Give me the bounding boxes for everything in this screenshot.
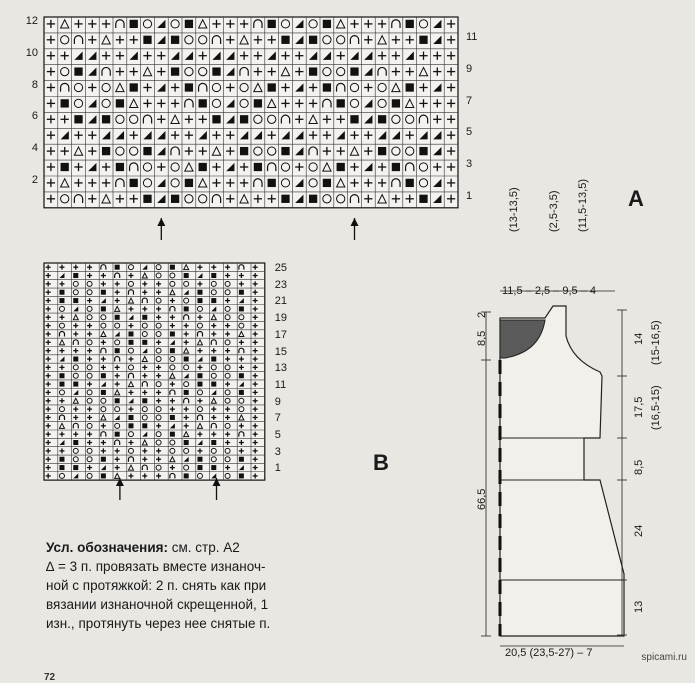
schematic-right-24: 24 — [633, 524, 645, 537]
row-number: 7 — [274, 412, 281, 425]
cell-purl-symbol — [197, 373, 202, 378]
row-number: 1 — [466, 189, 473, 202]
cell-purl-symbol — [142, 423, 147, 428]
cell-purl-symbol — [199, 163, 207, 171]
cell-purl-symbol — [378, 147, 386, 155]
cell-purl-symbol — [240, 147, 248, 155]
site-watermark: spicami.ru — [641, 652, 687, 663]
cell-purl-symbol — [268, 83, 276, 91]
cell-purl-symbol — [115, 265, 120, 270]
row-number: 10 — [25, 46, 38, 59]
cell-purl-symbol — [171, 67, 179, 75]
cell-purl-symbol — [102, 147, 110, 155]
cell-purl-symbol — [392, 163, 400, 171]
cell-purl-symbol — [309, 195, 317, 203]
cell-purl-symbol — [419, 147, 427, 155]
legend-title: Усл. обозначения: — [46, 540, 168, 555]
cell-purl-symbol — [197, 290, 202, 295]
cell-purl-symbol — [184, 357, 189, 362]
cell-purl-symbol — [419, 195, 427, 203]
schematic-right-175b: (16,5-15) — [650, 385, 662, 430]
cell-purl-symbol — [184, 440, 189, 445]
cell-purl-symbol — [115, 315, 120, 320]
cell-purl-symbol — [73, 298, 78, 303]
cell-purl-symbol — [185, 83, 193, 91]
row-number: 2 — [31, 174, 38, 186]
cell-purl-symbol — [143, 147, 151, 155]
cell-purl-symbol — [170, 432, 175, 437]
cell-purl-symbol — [185, 179, 193, 187]
cell-purl-symbol — [101, 373, 106, 378]
cell-purl-symbol — [392, 99, 400, 107]
schematic-right-175: 17,5 — [633, 396, 645, 418]
cell-purl-symbol — [116, 99, 124, 107]
row-number: 4 — [31, 142, 38, 155]
row-number: 3 — [274, 445, 281, 458]
legend-line-2: ной с протяжкой: 2 п. снять как при — [46, 578, 267, 593]
cell-purl-symbol — [101, 473, 106, 478]
row-number: 13 — [274, 362, 288, 375]
cell-purl-symbol — [239, 390, 244, 395]
cell-purl-symbol — [211, 382, 216, 387]
row-number: 5 — [274, 429, 281, 441]
cell-purl-symbol — [101, 390, 106, 395]
schematic-left-total: 66,5 — [476, 488, 488, 510]
cell-purl-symbol — [268, 20, 276, 28]
cell-purl-symbol — [184, 473, 189, 478]
cell-purl-symbol — [59, 382, 64, 387]
cell-purl-symbol — [143, 36, 151, 44]
cell-purl-symbol — [350, 115, 358, 123]
cell-purl-symbol — [61, 99, 69, 107]
cell-purl-symbol — [254, 99, 262, 107]
cell-purl-symbol — [59, 298, 64, 303]
cell-purl-symbol — [128, 423, 133, 428]
cell-purl-symbol — [211, 465, 216, 470]
cell-purl-symbol — [239, 306, 244, 311]
cell-purl-symbol — [142, 398, 147, 403]
row-number: 12 — [25, 15, 38, 27]
cell-purl-symbol — [101, 457, 106, 462]
cell-purl-symbol — [171, 195, 179, 203]
cell-purl-symbol — [115, 398, 120, 403]
row-number: 1 — [274, 462, 281, 475]
cell-purl-symbol — [337, 163, 345, 171]
schematic-right-14: 14 — [633, 332, 645, 345]
row-number: 7 — [466, 94, 473, 107]
cell-purl-symbol — [197, 298, 202, 303]
cell-purl-symbol — [115, 348, 120, 353]
cell-purl-symbol — [102, 115, 110, 123]
row-number: 15 — [274, 345, 288, 358]
cell-purl-symbol — [211, 298, 216, 303]
cell-purl-symbol — [128, 415, 133, 420]
row-number: 23 — [274, 278, 288, 291]
cell-purl-symbol — [130, 179, 138, 187]
cell-purl-symbol — [197, 457, 202, 462]
schematic-left-small-2: 2 — [476, 311, 488, 318]
row-number: 17 — [274, 328, 288, 341]
cell-purl-symbol — [170, 415, 175, 420]
cell-purl-symbol — [323, 83, 331, 91]
legend — [46, 538, 346, 633]
cell-purl-symbol — [323, 20, 331, 28]
cell-purl-symbol — [73, 273, 78, 278]
chart-b-letter: B — [373, 450, 389, 475]
cell-purl-symbol — [142, 340, 147, 345]
cell-purl-symbol — [184, 390, 189, 395]
cell-purl-symbol — [281, 195, 289, 203]
cell-purl-symbol — [184, 306, 189, 311]
row-number: 11 — [274, 378, 287, 391]
cell-purl-symbol — [101, 290, 106, 295]
schematic-bottom: 20,5 (23,5-27) – 7 — [505, 647, 593, 659]
cell-purl-symbol — [170, 331, 175, 336]
cell-purl-symbol — [309, 36, 317, 44]
cell-purl-symbol — [170, 348, 175, 353]
cell-purl-symbol — [212, 115, 220, 123]
cell-purl-symbol — [406, 20, 414, 28]
cell-purl-symbol — [184, 273, 189, 278]
cell-purl-symbol — [419, 36, 427, 44]
garment-outline — [500, 306, 624, 636]
cell-purl-symbol — [59, 373, 64, 378]
cell-purl-symbol — [128, 340, 133, 345]
legend-line-4: изн., протянуть через нее снятые п. — [46, 616, 271, 631]
schematic-right-13: 13 — [633, 600, 645, 613]
cell-purl-symbol — [61, 163, 69, 171]
cell-purl-symbol — [101, 306, 106, 311]
schematic-right-14b: (15-16,5) — [650, 320, 662, 365]
cell-purl-symbol — [170, 265, 175, 270]
cell-purl-symbol — [143, 195, 151, 203]
schematic-top-v1: (13-13,5) — [508, 187, 520, 232]
cell-purl-symbol — [185, 20, 193, 28]
legend-line-1: ∆ = 3 п. провязать вместе изнаноч- — [46, 559, 266, 574]
legend-line-3: вязании изнаночной скрещенной, 1 — [46, 597, 269, 612]
schematic-top-v2: (2,5-3,5) — [548, 190, 560, 232]
cell-purl-symbol — [197, 465, 202, 470]
cell-purl-symbol — [240, 115, 248, 123]
cell-purl-symbol — [268, 179, 276, 187]
cell-purl-symbol — [211, 357, 216, 362]
row-number: 21 — [274, 295, 288, 308]
chart-a-arrow-1-head — [157, 218, 165, 226]
cell-purl-symbol — [128, 331, 133, 336]
schematic-left-small: 8,5 — [476, 330, 488, 346]
row-number: 5 — [466, 126, 473, 139]
cell-purl-symbol — [142, 315, 147, 320]
cell-purl-symbol — [73, 440, 78, 445]
cell-purl-symbol — [239, 290, 244, 295]
cell-purl-symbol — [239, 473, 244, 478]
cell-purl-symbol — [73, 382, 78, 387]
cell-purl-symbol — [59, 290, 64, 295]
row-number: 19 — [274, 312, 288, 325]
cell-purl-symbol — [378, 115, 386, 123]
cell-purl-symbol — [211, 273, 216, 278]
cell-purl-symbol — [239, 457, 244, 462]
cell-purl-symbol — [212, 67, 220, 75]
row-number: 9 — [466, 62, 473, 75]
chart-a-letter: A — [628, 186, 644, 211]
schematic-right-85: 8,5 — [633, 459, 645, 475]
cell-purl-symbol — [281, 36, 289, 44]
cell-purl-symbol — [197, 382, 202, 387]
cell-purl-symbol — [171, 36, 179, 44]
cell-purl-symbol — [73, 465, 78, 470]
cell-purl-symbol — [130, 83, 138, 91]
page-number: 72 — [44, 672, 56, 683]
schematic-top-v3: (11,5-13,5) — [577, 179, 589, 232]
cell-purl-symbol — [199, 99, 207, 107]
cell-purl-symbol — [323, 179, 331, 187]
schematic-top-widths: 11,5 – 2,5 – 9,5 – 4 — [502, 285, 596, 297]
cell-purl-symbol — [59, 457, 64, 462]
cell-purl-symbol — [350, 67, 358, 75]
cell-purl-symbol — [130, 20, 138, 28]
cell-purl-symbol — [74, 115, 82, 123]
cell-purl-symbol — [406, 83, 414, 91]
row-number: 25 — [274, 262, 288, 274]
legend-title-ref: см. стр. А2 — [168, 540, 240, 555]
cell-purl-symbol — [59, 465, 64, 470]
cell-purl-symbol — [254, 163, 262, 171]
cell-purl-symbol — [309, 67, 317, 75]
cell-purl-symbol — [239, 373, 244, 378]
chart-a-arrow-2-head — [351, 218, 359, 226]
cell-purl-symbol — [281, 147, 289, 155]
cell-purl-symbol — [115, 432, 120, 437]
cell-purl-symbol — [211, 440, 216, 445]
cell-purl-symbol — [73, 357, 78, 362]
cell-purl-symbol — [116, 163, 124, 171]
cell-purl-symbol — [406, 179, 414, 187]
row-number: 3 — [466, 158, 473, 171]
row-number: 6 — [31, 110, 38, 123]
row-number: 8 — [31, 78, 38, 91]
cell-purl-symbol — [337, 99, 345, 107]
row-number: 11 — [466, 30, 478, 43]
cell-purl-symbol — [74, 67, 82, 75]
row-number: 9 — [274, 395, 281, 408]
